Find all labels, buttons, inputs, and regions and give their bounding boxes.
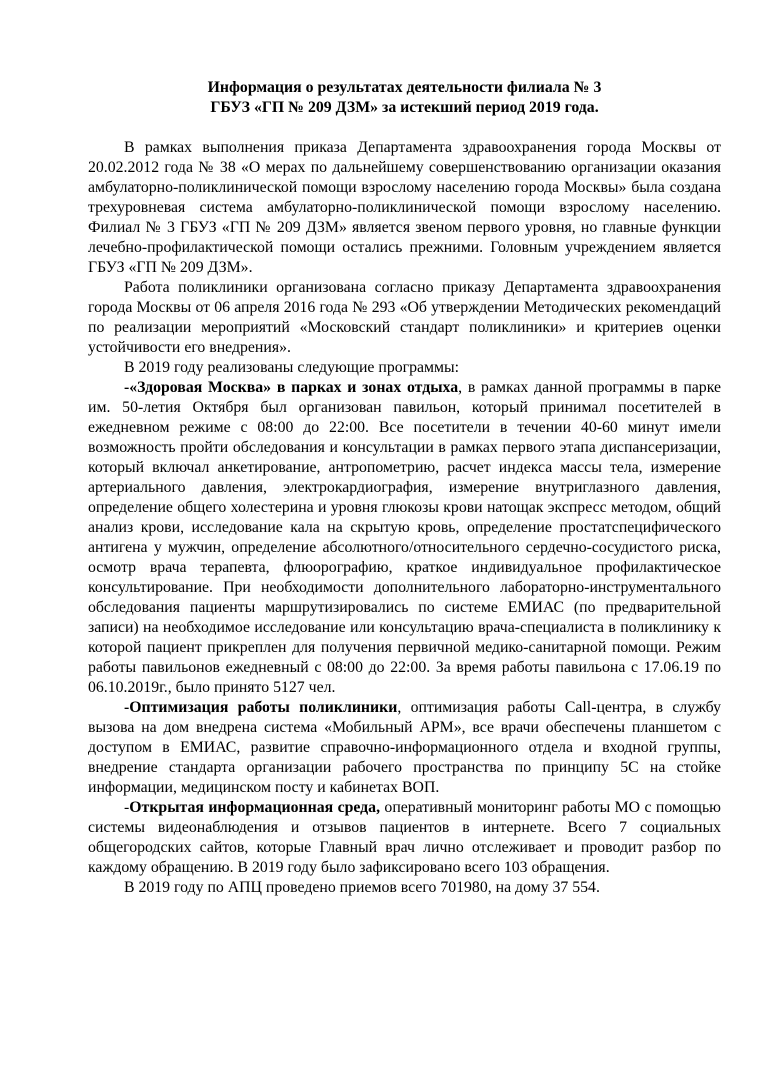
paragraph-optimization <box>88 698 721 798</box>
program-text-optimization: , оптимизация работы Call-центра, в службу вызова на дом внедрена система «Мобильный АРМ», все врачи обеспечены планшетом с доступом в ЕМИАС, развитие справочно-информационного отдела и входной группы, внедрение стандарта организации рабочего пространства по принципу 5С на стойке информации, медицинском посту и кабинетах ВОП. <box>88 699 721 796</box>
paragraph-intro: В рамках выполнения приказа Департамента здравоохранения города Москвы от 20.02.2012 года № 38 «О мерах по дальнейшему совершенствованию организации оказания амбулаторно-поликлинической помощи взрослому населению города Москвы» была создана трехуровневая система амбулаторно-поликлинической помощи взрослому населению. Филиал № 3 ГБУЗ «ГП № 209 ДЗМ» является звеном первого уровня, но главные функции лечебно-профилактической помощи остались прежними. Головным учреждением является ГБУЗ «ГП № 209 ДЗМ». <box>88 139 721 276</box>
program-text-healthy-moscow: , в рамках данной программы в парке им. 50-летия Октября был организован павильон, который принимал посетителей в ежедневном режиме с 08:00 до 22:00. Все посетители в течении 40-60 минут имели возможность пройти обследования и консультации в рамках первого этапа диспансеризации, который включал анкетирование, антропометрию, расчет индекса массы тела, измерение артериального давления, электрокардиография, измерение внутриглазного давления, определение общего холестерина и уровня глюкозы крови натощак экспресс методом, общий анализ крови, исследование кала на скрытую кровь, определение простатспецифического антигена у мужчин, определение абсолютного/относительного сердечно-сосудистого риска, осмотр врача терапевта, флюорографию, краткое индивидуальное профилактическое консультирование. При необходимости дополнительного лабораторно-инструментального обследования пациенты маршрутизировались по системе ЕМИАС (по предварительной записи) на необходимое исследование или консультацию врача-специалиста в поликлинику к которой пациент прикреплен для получения первичной медико-санитарной помощи. Режим работы павильонов ежедневный с 08:00 до 22:00. За время работы павильона с 17.06.19 по 06.10.2019г., было принято 5127 чел. <box>88 379 721 696</box>
paragraph-order: Работа поликлиники организована согласно приказу Департамента здравоохранения города Москвы от 06 апреля 2016 года № 293 «Об утверждении Методических рекомендаций по реализации мероприятий «Московский стандарт поликлиники» и критериев оценки устойчивости его внедрения». <box>88 279 721 356</box>
paragraph-appointments: В 2019 году по АПЦ проведено приемов всего 701980, на дому 37 554. <box>124 879 600 896</box>
document-page <box>88 78 721 898</box>
document-title <box>88 78 721 118</box>
title-line-1: Информация о результатах деятельности филиала № 3 <box>207 79 602 96</box>
title-line-2: ГБУЗ «ГП № 209 ДЗМ» за истекший период 2019 года. <box>210 99 599 116</box>
program-title-optimization: -Оптимизация работы поликлиники <box>124 699 398 716</box>
paragraph-programs-heading: В 2019 году реализованы следующие программы: <box>124 359 460 376</box>
program-title-open-info: Открытая информационная среда, <box>129 799 381 816</box>
paragraph-open-info <box>88 798 721 878</box>
program-text-open-info: оперативный мониторинг работы МО с помощью системы видеонаблюдения и отзывов пациентов в интернете. Всего 7 социальных общегородских сайтов, которые Главный врач лично отслеживает и проводит разбор по каждому обращению. В 2019 году было зафиксировано всего 103 обращения. <box>88 799 721 876</box>
program-title-healthy-moscow: -«Здоровая Москва» в парках и зонах отдыха <box>124 379 459 396</box>
paragraph-healthy-moscow <box>88 378 721 698</box>
program-dash-open-info: - <box>124 799 130 816</box>
